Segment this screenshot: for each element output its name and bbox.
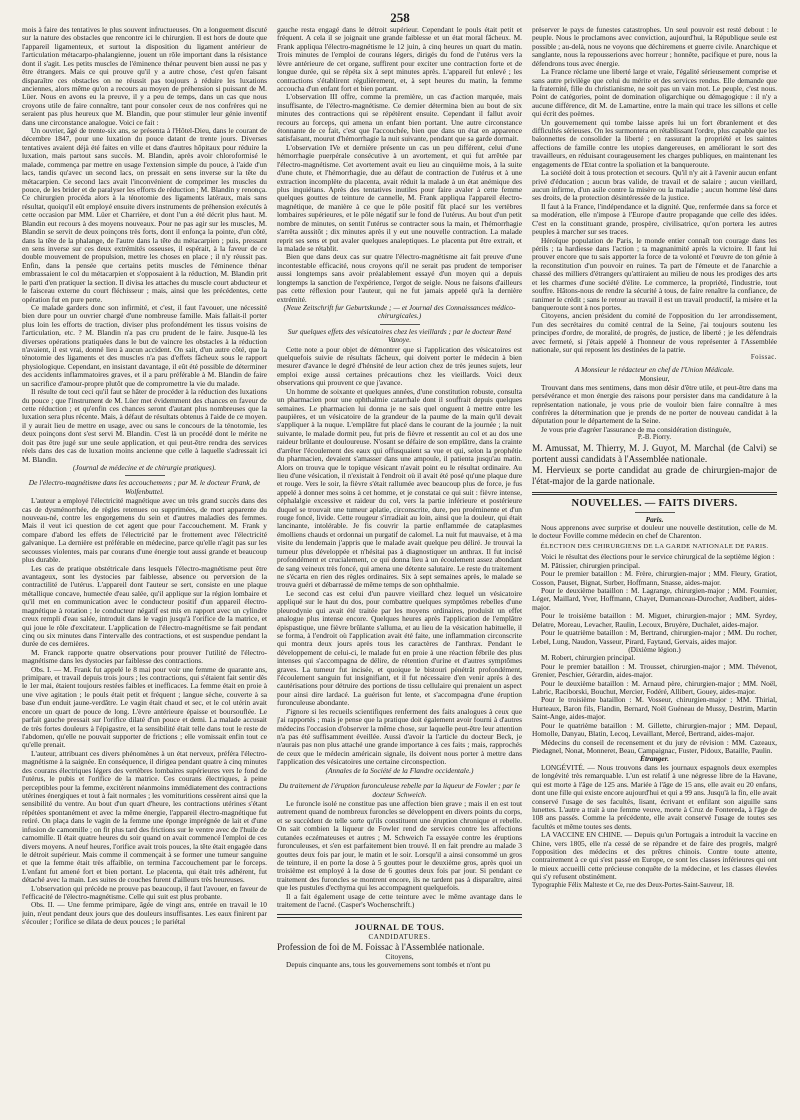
article-paragraph: M. Robert, chirurgien principal. [541, 653, 636, 663]
source-citation: (Journal de médecine et de chirurgie pratiques). [72, 462, 217, 472]
article-paragraph: Monsieur, [639, 374, 670, 384]
article-paragraph: La France réclame une liberté large et vraie, l'égalité sérieusement comprise et sans autre privilège que celui du mérite et des services rendus. Elle demande que la fraternité, fille du christianisme, ne soit pas un vain mot. Le peuple, c'est nous. Point de catégories, point de domination oligarchique ou démagogique : il n'y a aucune différence, dit M. de Lamartine, entre la main qui trace les sillons et celle qui écrit des poèmes. [532, 67, 777, 119]
article-paragraph: Le second cas est celui d'un pauvre vieillard chez lequel un vésicatoire appliqué sur le haut du dos, pour combattre quelques symptômes rebelles d'une pleurodynie qui avait été traitée par les moyens ordinaires, produisit un effet analogue plus intense encore. Quelques heures après l'application de l'emplâtre épispastique, une fièvre brûlante s'alluma, et au lieu de la vésication habituelle, il se forma, à l'endroit où l'application avait été faite, une inflammation circonscrite qui montra deux jours après tous les caractères de l'anthrax. Pendant le développement de celui-ci, le malade fut en proie à une réaction fébrile des plus intenses qui s'accompagna de délire, de rétention d'urine et d'autres symptômes graves. La tumeur fut incisée, et quoique le bistouri pénétrât profondément, l'écoulement sanguin fut insignifiant, et il fut nécessaire d'en venir après à des cautérisations pour détruire des portions de tissu cellulaire qui prenaient un aspect pour ainsi dire lardacé. La guérison fut lente, et s'accompagna d'une éruption furonculeuse abondante. [277, 588, 522, 708]
article-paragraph: mois à faire des tentatives le plus souvent infructueuses. On a longuement discuté sur la nature des obstacles que rencontre ici le chirurgien. Il est hors de doute que l'appareil ligamenteux, et surtout la disposition du ligament antérieur de l'articulation métacarpo-phalangienne, jouent un rôle important dans la résistance dont il s'agit. Les petits muscles de l'éminence thénar peuvent bien aussi ne pas y être étrangers. Mais ce qui prouve qu'il y a autre chose, c'est qu'en faisant disparaître ces obstacles on ne réussit pas toujours à réduire les luxations anciennes, alors même qu'on a recours au moyen de préhension si puissant de M. Lüer. Nous en avons eu la preuve, il y a peu de temps, dans un cas que nous croyons utile de faire connaître, tant pour consoler ceux de nos confrères qui ne seraient pas plus heureux que M. Blandin, que pour stimuler leur génie inventif dans une circonstance analogue. Voici ce fait : [22, 26, 267, 127]
source-citation: (Neue Zeitschrift fur Geburtskunde ; — et Journal des Connaissances médico-chirurgicales.) [283, 302, 516, 321]
article-paragraph: L'auteur, attribuant ces divers phénomènes à un état nerveux, préféra l'électro-magnétisme à la saignée. En conséquence, il dirigea pendant quatre à cinq minutes des courans électriques légers des vertèbres lombaires supérieures vers le fond de l'utérus, le pubis et l'orifice de la matrice. Ces courans électriques, à peine perceptibles pour la femme, excitèrent néanmoins immédiatement des contractions utérines énergiques et tout à fait normales ; les vomituritions cessèrent ainsi que la sensibilité du ventre. Au bout d'un quart d'heure, les contractions utérines s'étant répétées spontanément et avec la même énergie, l'appareil électro-magnétique fut retiré. On plaça dans le vagin de la femme une éponge imprégnée de lait et d'une infusion de camomille ; on fit plus tard des frictions sur le ventre avec de l'huile de camomille. Il était quatre heures du soir quand on avait commencé l'emploi de ces divers moyens. A neuf heures, l'orifice avait trois pouces, la tête était engagée dans le détroit supérieur. Mais comme il commençait à se former une tumeur sanguine et que la femme était très affaiblie, on termina l'accouchement par le forceps. L'enfant fut amené fort et bien portant. Le placenta, qui était très adhérent, fut détaché avec la main. Les suites de couches furent d'ailleurs très heureuses. [22, 748, 267, 885]
separator-rule [635, 512, 675, 513]
article-paragraph: J'ignore si les recueils scientifiques renferment des faits analogues à ceux que j'ai rapportés ; mais je pense que la pratique doit également avoir fourni à d'autres médecins l'occasion d'observer la même chose, sur laquelle peut-être leur attention n'a pas été suffisamment éveillée. Aussi d'avoir la l'article du docteur Beck, je n'aurais pas non plus attaché une grande importance à ces faits ; mais, rapprochés de ceux que le médecin américain signale, ils doivent nous porter à mettre dans l'application des vésicatoires une certaine circonspection. [277, 706, 522, 767]
article-paragraph: Depuis cinquante ans, tous les gouvernemens sont tombés et n'ont pu [286, 960, 491, 970]
article-heading: De l'électro-magnétisme dans les accouchemens ; par M. le docteur Frank, de Wolfenbuttel. [28, 478, 261, 496]
separator-rule [125, 475, 165, 476]
article-heading: Sur quelques effets des vésicatoires chez les vieillards ; par le docteur René Vanoye. [287, 326, 512, 345]
article-paragraph: Citoyens, ancien président du comité de l'opposition du 1er arrondissement, l'un des secrétaires du comité central de la Seine, j'ai toujours soutenu les principes d'ordre, de moralité, de progrès, de justice, de liberté ; je les défendrais avec fermeté, si j'étais appelé à l'honneur de vous représenter à l'Assemblée nationale, sur qui reposent les destinées de la patrie. [532, 311, 777, 355]
article-paragraph: Nous apprenons avec surprise et douleur une nouvelle destitution, celle de M. le docteur Foville comme médecin en chef de Charenton. [532, 523, 777, 541]
article-paragraph: L'auteur a employé l'électricité magnétique avec un très grand succès dans des cas de dysménorrhée, de règles retenues ou supprimées, de mort apparente du nouveau-né, contre les engorgemens du sein et d'autres maladies des femmes. Mais il veut ici question de cet agent que pour l'accouchement. M. Frank y compare d'abord les effets de l'électricité par le frottement avec l'électricité galvanique. La dernière est préférable en médecine, parce qu'elle n'agit pas sur les secousses violentes, mais par courans d'une énergie tout aussi grande et beaucoup plus durable. [22, 496, 267, 565]
article-paragraph: Héroïque population de Paris, le monde entier connaît ton courage dans les périls ; ta hardiesse dans l'action ; ta magnanimité après la victoire. Il faut lui prouver encore que tu sais apporter la force de ta volonté et l'œuvre de ton génie à la reconstitution d'un pouvoir en ruines. Ta part de l'émeute et de l'anarchie a chassé des milliers d'étrangers qu'attiraient au milieu de nous les prodiges des arts et les charmes d'une société d'élite. Le commerce, la propriété, l'industrie, tout souffre. Hâtons-nous de rendre la sécurité à tous, de faire renaître la confiance, de ranimer le crédit ; sans le retour au travail il est un travail productif, la misère et la banqueroute sont à nos portes. [532, 235, 777, 312]
column-right [532, 26, 777, 1102]
article-paragraph: L'observation IVe et dernière présente un cas un peu différent, celui d'une hémorrhagie puerpérale consécutive à un avortement, et qui fut arrêtée par l'électro-magnétisme. Cet avortement avait eu lieu au cinquième mois, à la suite d'une chute, et l'hémorrhagie, due au défaut de contraction de l'utérus et à une extraction incomplète du placenta, avait réduit la malade à un état anémique des plus inquiétans. Après des tentatives inutiles pour faire avaler à cette femme quelques gouttes de teinture de cannelle, M. Frank appliqua l'appareil électro-magnétique, de manière à ce que le pôle positif fût placé sur les vertèbres lombaires supérieures, et le pôle négatif sur le fond de l'utérus. Au bout d'un petit nombre de minutes, on sentit l'utérus se contracter sous la main, et l'hémorrhagie s'arrêta aussitôt ; dix minutes après il y eut une nouvelle contraction. La malade reprit ses sens et put avaler quelques analeptiques. Le placenta put être extrait, et la malade se rétablit. [277, 142, 522, 253]
columns [22, 26, 778, 1102]
article-paragraph: Profession de foi de M. Foissac à l'Assemblée nationale. [277, 941, 485, 952]
article-paragraph: Trouvant dans mes sentimens, dans mon désir d'être utile, et peut-être dans ma persévérance et mon énergie des raisons pour persister dans ma candidature à la représentation nationale, je vous prie de vouloir bien faire connaître à mes confrères la détermination que je prends de ne porter de nouveau candidat à la députation pour le département de la Seine. [532, 382, 777, 426]
article-paragraph: Pour le quatrième bataillon : M, Bertrand, chirurgien-major ; MM. Du rocher, Lebel, Lung, Naudon, Vasseur, Pirard, Faytaud, Gervais, aides major. [532, 628, 777, 646]
article-paragraph: Pour le premier bataillon : M. Trousset, chirurgien-major ; MM. Thévenot, Grenier, Peschier, Gérardin, aides-major. [532, 661, 777, 680]
article-paragraph: M. Hervieux se porte candidat au grade de chirurgien-major de l'état-major de la garde nationale. [532, 464, 777, 486]
signature: Foissac. [750, 354, 777, 362]
section-rule [277, 914, 522, 918]
article-paragraph: Bien que dans deux cas sur quatre l'électro-magnétisme ait fait preuve d'une incontestable efficacité, nous croyons qu'il ne serait pas prudent de temporiser aussi longtemps sans avoir préalablement essayé d'un moyen qui a depuis longtemps la sanction de l'expérience, l'ergot de seigle. Nous ne faisons d'ailleurs pas cette réflexion pour l'auteur, qui ne fut jamais appelé qu'à la dernière extrémité. [277, 252, 522, 304]
article-paragraph: Un gouvernement qui tombe laisse après lui un fort ébranlement et des difficultés sérieuses. On les surmontera en rétablissant l'ordre, plus capable que les baïonnettes de consolider la liberté ; en rassurant la propriété et les saintes affections de famille contre les utopies dangereuses, en améliorant le sort des travailleurs, en réduisant courageusement les charges publiques, en maintenant les engagements de l'Etat contre la spoliation et la banqueroute. [532, 117, 777, 169]
article-paragraph: Un homme de soixante et quelques années, d'une constitution robuste, consulta un pharmacien pour une ophthalmie catarrhale dont il souffrait depuis quelques semaines. Le pharmacien lui donna je ne sais quel onguent à mettre entre les paupières, et un vésicatoire de la grandeur de la paume de la main qu'il devait s'appliquer à la nuque. L'emplâtre fut placé dans le courant de la journée ; la nuit suivante, le malade dormit peu, fut pris de fièvre et ressentit au col et au dos une raideur brûlante et douloureuse. N'osant se défaire de son emplâtre, dans la crainte d'arrêter l'écoulement des eaux qui offusquaient sa vue et qui, selon la prophétie du pharmacien, devaient s'amasser dans une ampoule, il patienta jusqu'au matin. Alors on trouva que le topique vésicant n'avait point eu le résultat ordinaire. Au lieu d'une vésication, il n'existait à l'endroit où il avait été posé qu'une plaque dure et rouge. Vers le soir, la fièvre s'était rallumée avec beaucoup plus de force, je fus appelé à donner mes soins à cet homme, et je constatai ce qui suit : fièvre intense, céphalalgie excessive et raideur du col, vers la partie inférieure et postérieure duquel se trouvait une tumeur aplatie, circonscrite, dure, peu proéminente et d'un rouge foncé, livide. Cette rougeur s'irradiait au loin, ainsi que la douleur, qui était lancinante, intolérable. Je fis couvrir la partie enflammée de cataplasmes émolliens chauds et ordonnai un purgatif de calomel. La nuit fut mauvaise, et à ma visite du lendemain j'appris que le malade avait quelque peu déliré. Je trouvai la tumeur plus développée et n'hésitai pas à diagnostiquer un anthrax. Il fut incisé profondément et crucialement, ce qui donna lieu à un écoulement assez abondant de sang veineux très foncé, qui amena une détente salutaire. Le reste du traitement ne s'écarta en rien des règles ordinaires. Six à sept semaines après, le malade se trouva guéri et débarrassé de même temps de son ophthalmie. [277, 386, 522, 590]
column-middle [277, 26, 522, 1102]
separator-rule [380, 324, 420, 325]
separator-rule [380, 778, 420, 779]
article-paragraph: Un ouvrier, âgé de trente-six ans, se présenta à l'Hôtel-Dieu, dans le courant de décembre 1847, pour une luxation du pouce datant de trente jours. Diverses tentatives avaient déjà été faites en ville et dans d'autres hôpitaux pour réduire la luxation, mais partout sans succès. M. Blandin, après avoir chloroformisé le malade, commença par mettre en usage l'extension simple du pouce, à l'aide d'un lacs, tandis qu'avec un second lacs, on pressait en sens inverse sur la tête du métacarpien. Ce second lacs avait l'inconvénient de comprimer les muscles du pouce, de les brider et de paralyser les efforts de réduction ; M. Blandin y renonça. Ce chirurgien procéda alors à la ténotomie des ligaments latéraux, mais sans résultat, quoiqu'il eût employé ensuite divers instruments de préhension exécutés à cette occasion par MM. Lüer et Charrière, et dont l'un a été décrit plus haut. M. Blandin eut recours à des moyens nouveaux. Pour ne pas agir sur les muscles, M. Blandin se servit de deux poinçons très forts, dont il enfonça la pointe, d'un côté, dans la tête de la phalange, de l'autre dans la tête du métacarpien ; puis, pressant en sens inverse sur ces deux extrémités osseuses, il espérait, à la faveur de ce double mouvement de propulsion, mettre les choses en place ; il n'y réussit pas. Enfin, dans la pensée que certains petits muscles de l'éminence thénar embrassaient le col du métacarpien et s'opposaient à la réduction, M. Blandin prit le parti d'en pratiquer la section. Il divisa les attaches du muscle court abducteur et le faisceau externe du court fléchisseur ; mais, ainsi que les précédentes, cette opération fut en pure perte. [22, 126, 267, 304]
section-title: NOUVELLES. — FAITS DIVERS. [571, 498, 738, 510]
article-paragraph: Ce malade garders donc son infirmité, et c'est, il faut l'avouer, une nécessité bien dure pour un ouvrier chargé d'une nombreuse famille. Mais fallait-il porter plus loin les efforts de traction, diviser plus profondément les tissus voisins de l'articulation, etc. ? M. Blandin n'a pas cru prudent de le faire. Jusque-là les diverses opérations pratiquées dans le but de vaincre les obstacles à la réduction n'avaient, il est vrai, donné lieu à aucun accident. On sait, d'un autre côté, que la ténotomie des ligaments et des muscles n'a pas d'effets fâcheux sous le rapport physiologique. Cependant, en insistant davantage, il eût été possible de déterminer des accidents inflammatoires graves, et il a paru préférable à M. Blandin de faire un sacrifice d'amour-propre plutôt que de compromettre la vie du malade. [22, 302, 267, 388]
article-paragraph: Pour le premier bataillon : M. Frère, chirurgien-major ; MM. Fleury, Gratiot, Cosson, Pauset, Bignat, Surber, Hoffmann, Snasse, aides-major. [532, 569, 777, 587]
article-paragraph: Médecins du conseil de recensement et du jury de révision : MM. Cazeaux, Piedagnel, Nonat, Monneret, Beau, Campaignac, Fuster, Pidoux, Bataille, Paulin. [532, 737, 777, 755]
article-paragraph: M. Amussat, M. Thierry, M. J. Guyot, M. Marchal (de Calvi) se portent aussi candidats à l'Assemblée nationale. [532, 442, 777, 464]
article-paragraph: L'observation qui précède ne prouve pas beaucoup, il faut l'avouer, en faveur de l'efficacité de l'électro-magnétisme. Celle qui suit est plus probante. [22, 883, 267, 902]
article-paragraph: M. Franck rapporte quatre observations pour prouver l'utilité de l'électro-magnétisme dans les dystocies par faiblesse des contractions. [22, 647, 267, 666]
article-heading: A Monsieur le rédacteur en chef de l'Union Médicale. [574, 364, 735, 374]
article-paragraph: LONGÉVITÉ. — Nous trouvons dans les journaux espagnols deux exemples de longévité très remarquable. L'un est relatif à une négresse libre de la Havane, qui est morte à l'âge de 125 ans. Mariée à l'âge de 15 ans, elle avait eu 20 enfans, dont une fille qui existe encore aujourd'hui et qui a 99 ans. Jusqu'à la fin, elle avait conservé l'usage de ses facultés, lisant, écrivant et enfilant son aiguille sans lunettes. L'autre a trait à une femme veuve, morte à Cruz de Fontereda, à l'âge de 108 ans passés. Comme la précédente, elle avait conservé l'usage de toutes ses facultés et même toutes ses dents. [532, 762, 777, 831]
article-paragraph: Le furoncle isolé ne constitue pas une affection bien grave ; mais il en est tout autrement quand de nombreux furoncles se développent en divers points du corps, et se succèdent de telle sorte qu'ils constituent une éruption chronique et rebelle. On sait combien la liqueur de Fowler rend de services contre les affections cutanées eczémateuses et autres ; M. Schweich l'a essayée contre les éruptions furonculeuses, et s'en est parfaitement bien trouvé. Il en fait prendre au malade 3 gouttes deux fois par jour, le matin et le soir. Lorsqu'il a ainsi consommé un gros de teinture, il en porte la dose à 5 gouttes pour le deuxième gros, après quoi un troisième est employé à la dose de 6 gouttes deux fois par jour. Si pendant ce traitement des furoncles se montrent encore, ils ne tardent pas à disparaître, ainsi que les pustules d'ecthyma qui les accompagnent quelquefois. [277, 798, 522, 893]
article-paragraph: Les cas de pratique obstétricale dans lesquels l'électro-magnétisme peut être avantageux, sont les dystocies par faiblesse, absence ou perversion de la contractilité de l'utérus. L'appareil dont l'auteur se sert, consiste en une plaque métallique concave, humectée d'eau salée, qu'il applique sur la région lombaire et qu'il met en communication avec le conducteur positif d'un appareil électro-magnétique à rotation ; le conducteur négatif est mis en rapport avec un cylindre creux rempli d'eau salée, introduit dans le vagin jusqu'à l'orifice de la matrice, et qui joue le rôle d'excitateur. L'application de l'électro-magnétisme se fait pendant cinq ou six minutes dans l'intervalle des contractions, et est suspendue pendant la durée de ces dernières. [22, 563, 267, 649]
section-title: JOURNAL DE TOUS. [354, 921, 445, 932]
page-number: 258 [390, 10, 410, 25]
article-heading: Du traitement de l'éruption furonculeuse rebelle par la liqueur de Fowler ; par le docteur Schweich. [279, 781, 520, 799]
article-paragraph: Pour le deuxième bataillon : M. Arnaud père, chirurgien-major ; MM. Noël, Labric, Raciborski, Bouchut, Mercier, Fodéré, Allibert, Gouey, aides-major. [532, 678, 777, 697]
printer-imprint: Typographie Félix Malteste et Ce, rue des Deux-Portes-Saint-Sauveur, 18. [532, 881, 734, 889]
article-paragraph: La société doit à tous protection et secours. Qu'il n'y ait à l'avenir aucun enfant privé d'éducation ; aucun bras valide, de travail et de salaire ; aucun vieillard, aucun infirme, d'un asile contre la misère ou la maladie ; aucun homme lésé dans ses droits, de la protection désintéressée de la justice. [532, 168, 777, 203]
article-paragraph: Il résulte de tout ceci qu'il faut se hâter de procéder à la réduction des luxations du pouce ; que l'instrument de M. Lüer met évidemment des chances en faveur de cette réduction ; et qu'enfin ces chances seront d'autant plus nombreuses que la luxation sera plus récente. Mais, à défaut de résultats obtenus à l'aide de ce moyen. il y aurait lieu de mettre en usage, avec ou sans le concours de la ténotomie, les deux poinçons dont s'est servi M. Blandin. C'est là un procédé dont le mérite ne doit pas être jugé sur une seule application, et qui peut-être rendra des services réels dans des cas de luxation moins ancienne que celle à laquelle s'adressait ici M. Blandin. [22, 387, 267, 464]
article-paragraph: Pour le quatrième bataillon : M. Gillette, chirurgien-major ; MM. Depaul, Homolle, Danyau, Blatin, Lecoq, Levaillant, Mercé, Bertrand, aides-major. [532, 720, 777, 739]
article-paragraph: Obs. I. — M. Frank fut appelé le 8 mai pour voir une femme de quarante ans, primipare, et travail depuis trois jours ; les contractions, qui s'étaient fait sentir dès le 1er mai, étaient toujours restées faibles et inefficaces. La femme était en proie à une vive agitation ; le pouls était petit et fréquent ; langue sèche, couverte à sa base d'un enduit jaune-verdâtre. Le vagin était chaud et sec, et le col utérin avait encore un quart de pouce de long. L'èvre antérieure épaisse et boursouflée. Le parfait gauche pressait sur l'orifice dilaté d'un pouce et demi. La malade accusait de très fortes douleurs à l'épigastre, et la sensibilité était telle dans tout le reste de l'abdomen, qu'elle ne pouvait supporter de frictions ; elle vomissait enfin tout ce qu'elle prenait. [22, 664, 267, 750]
article-paragraph: LA VACCINE EN CHINE. — Depuis qu'un Portugais a introduit la vaccine en Chine, vers 1805, elle n'a cessé de se répandre et de faire des progrès, malgré l'opposition des médecins et des prêtres chinois. Contre toute attente, contrairement à ce qui s'est passé en Europe, ce sont les classes inférieures qui ont le mieux accueilli cette précieuse conquête de la médecine, et les classes élevées qui s'y refusent obstinément. [532, 830, 777, 882]
article-paragraph: Citoyens, [385, 951, 414, 961]
source-citation: (Annales de la Société de la Flandre occidentale.) [325, 765, 474, 775]
article-paragraph: CANDIDATURES. [368, 933, 431, 942]
section-rule [532, 492, 777, 496]
article-paragraph: Paris. [645, 514, 664, 524]
article-paragraph: Cette note a pour objet de démontrer que si l'application des vésicatoires est quelquefois suivie de résultats fâcheux, qui doivent porter le médecin à bien mesurer d'avance le degré d'hénsité de leur action chez de très jeunes sujets, leur emploi exige aussi certaines précautions chez les vieillards. Voici deux observations qui prouvent ce que j'avance. [277, 344, 522, 388]
article-paragraph: Il faut à la France, l'indépendance et la dignité. Que, renfermée dans sa force et sa modération, elle n'impose à l'Europe d'autre propagande que celle des idées. C'est en la constituant grande, prospère, civilisatrice, qu'on portera les autres peuples à marcher sur ses traces. [532, 201, 777, 237]
article-paragraph: (Dixième légion.) [628, 644, 681, 654]
article-paragraph: Il a fait également usage de cette teinture avec le même avantage dans le traitement de l'acné. (Casper's Wochenschrift.) [277, 891, 522, 910]
article-paragraph: M. Pâtissier, chirurgien principal. [541, 560, 640, 570]
article-paragraph: Obs. II. — Une femme primipare, âgée de vingt ans, entrée en travail le 10 juin, n'eut pendant deux jours que des douleurs insuffisantes. Les eaux finirent par s'écouler ; l'orifice se dilata de deux pouces ; le pariétal [22, 900, 267, 927]
article-paragraph: ÉLECTION DES CHIRURGIENS DE LA GARDE NATIONALE DE PARIS. [540, 542, 769, 550]
article-paragraph: L'observation III offre, comme la première, un cas d'action marquée, mais insuffisante, de l'électro-magnétisme. Ce dernier détermina bien au bout de six minutes des contractions qui se répétèrent ensuite. Cependant il fallut avoir recours au forceps, qui amena un enfant bien portant. Une autre circonstance étonnante de ce fait, c'est que l'accouchée, bien que dans un état en apparence satisfaisant, mourut d'hémorrhagie la nuit suivante, pendant que sa garde dormait. [277, 92, 522, 144]
article-paragraph: Pour le troisième bataillon : M. Miguet, chirurgien-major ; MM. Syrdey, Delatre, Moreau, Levacher, Raulin, Lecoux, Bruyère, Duchalet, aides-major. [532, 611, 777, 629]
article-paragraph: Je vous prie d'agréer l'assurance de ma considération distinguée, [541, 424, 732, 434]
signature: P.-B. Piorry. [637, 434, 672, 442]
article-paragraph: gauche resta engagé dans le détroit supérieur. Cependant le pouls était petit et fréquent. A cela il se joignait une grande faiblesse et un état moral fâcheux. M. Frank appliqua l'électro-magnétisme le 12 juin, à cinq heures un quart du matin. Trois minutes de l'emploi de courans légers, dirigés du fond de l'utérus vers la lèvre antérieure de cet organe, suffirent pour exciter une contraction forte et de longue durée, qui se répéta six à sept minutes après. L'appareil fut enlevé ; les contractions s'établirent régulièrement, et, à sept heures du matin, la femme accoucha d'un enfant fort et bien portant. [277, 26, 522, 93]
article-paragraph: préserver le pays de funestes catastrophes. Un seul pouvoir est resté debout : le peuple. Nous le proclamons avec conviction, aujourd'hui, la République seule est possible ; au-delà, nous ne voyons que déchiremens et guerre civile. Anarchique et sanglante, nous la repousserions avec horreur ; honnête, pacifique et pure, nous la défendrons tous avec énergie. [532, 26, 777, 68]
column-left [22, 26, 267, 1102]
article-paragraph: Pour le troisième bataillon : M. Vosseur, chirurgien-major ; MM. Thirial, Hurteaux, Baron fils, Flandin, Bernard, Noël Guéneau de Mussy, Destrim, Martin Saint-Ange, aides-major. [532, 695, 777, 722]
article-paragraph: Pour le deuxième bataillon : M. Lagrange, chirurgien-major ; MM. Fournier, Léger, Maillard, Yver, Hoffmann, Chayet, Dumanceau-Durocher, Audibert, aides-major. [532, 585, 777, 612]
article-paragraph: Voici le résultat des élections pour le service chirurgical de la septième légion : [541, 552, 775, 562]
article-paragraph: Étranger. [640, 754, 669, 764]
